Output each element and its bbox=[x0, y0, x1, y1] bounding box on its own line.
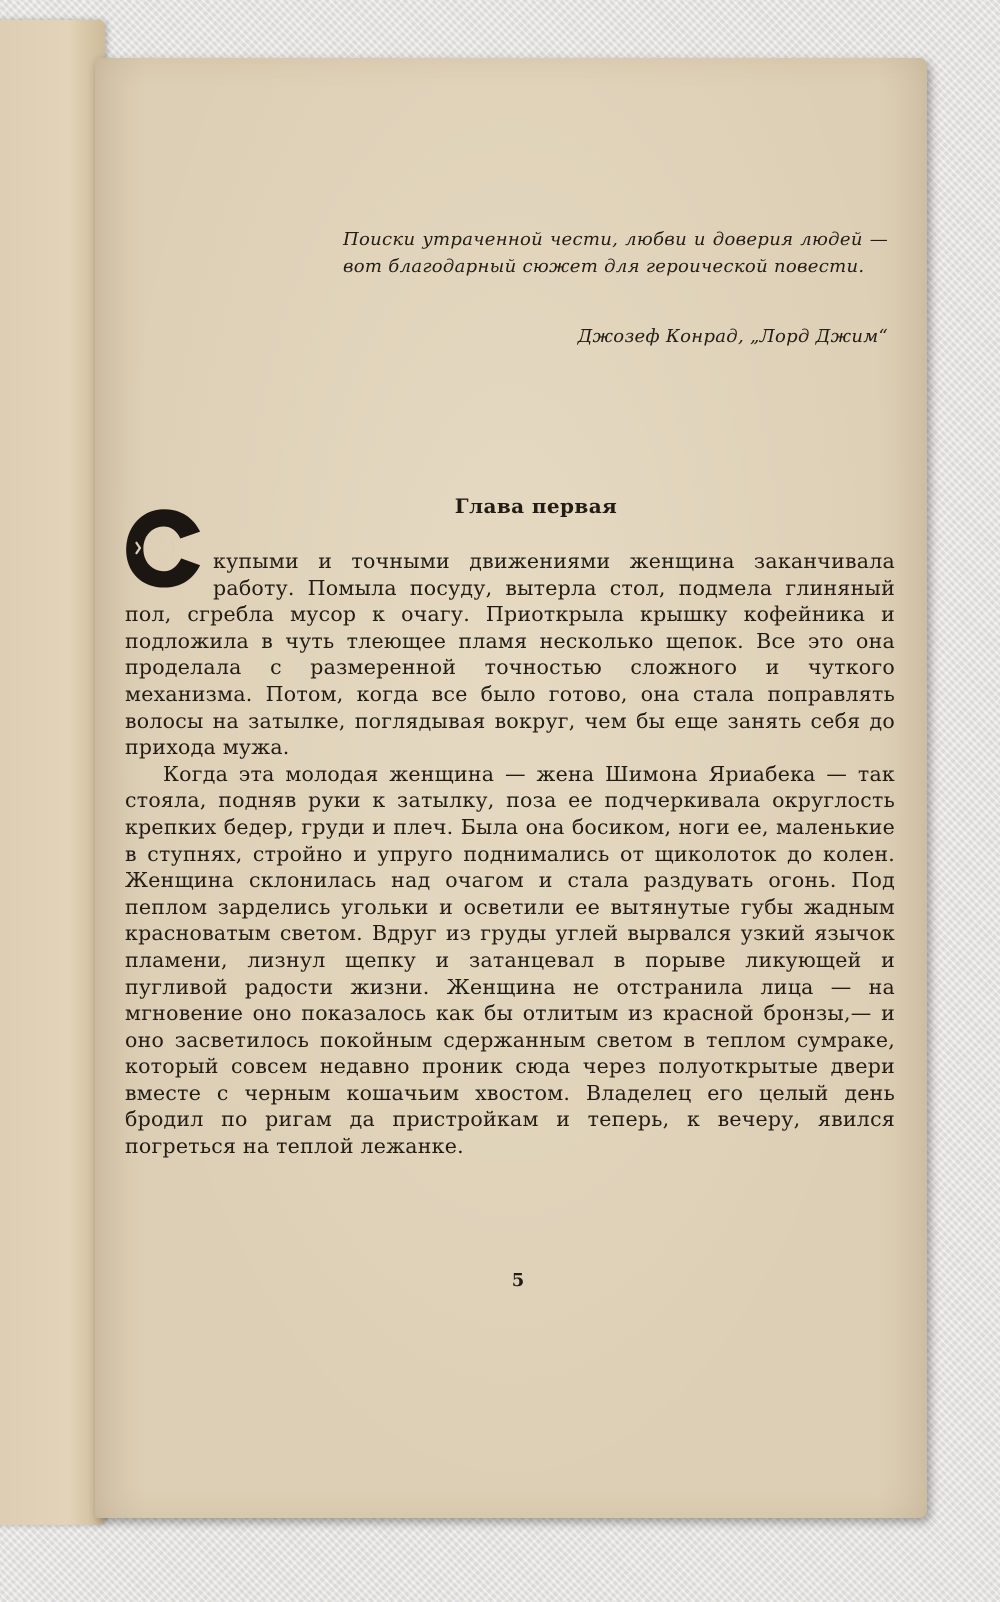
paragraph: Когда эта молодая женщина — жена Шимона Яриабека — так стояла, подняв руки к затылку, поза ее подчеркивала округлость крепких бедер, груди и плеч. Была она босиком, ноги ее, маленькие в ступнях, стройно и упруго поднимались от щиколоток до колен. Женщина склонилась над очагом и стала раздувать огонь. Под пеплом зарделись угольки и осветили ее вытянутые губы жадным красноватым светом. Вдруг из груды углей вырвался узкий язычок пламени, лизнул щепку и затанцевал в порыве ликующей и пугливой радости жизни. Женщина не отстранила лица — на мгновение оно показалось как бы отлитым из красной бронзы,— и оно засветилось покойным сдержанным светом в теплом сумраке, который совсем недавно проник сюда через полуоткрытые двери вместе с черным кошачьим хвостом. Владелец его целый день бродил по ригам да пристройкам и теперь, к вечеру, явился погреться на теплой лежанке. bbox=[125, 761, 895, 1159]
epigraph-text: Поиски утраченной чести, любви и доверия людей — вот благодарный сюжет для героической повести. bbox=[343, 229, 888, 277]
page-number: 5 bbox=[511, 1270, 525, 1291]
facing-page-edge bbox=[0, 20, 105, 1525]
chapter-title: Глава первая bbox=[454, 494, 618, 518]
chapter-body bbox=[125, 548, 895, 1160]
epigraph-author: Джозеф Конрад, „Лорд Джим“ bbox=[577, 326, 888, 347]
book-page bbox=[95, 58, 927, 1518]
paragraph: купыми и точными движениями женщина заканчивала работу. Помыла посуду, вытерла стол, подмела глиняный пол, сгребла мусор к очагу. Приоткрыла крышку кофейника и подложила в чуть тлеющее пламя несколько щепок. Все это она проделала с размеренной точностью сложного и чуткого механизма. Потом, когда все было готово, она стала поправлять волосы на затылке, поглядывая вокруг, чем бы еще занять себя до прихода мужа. bbox=[125, 549, 895, 760]
